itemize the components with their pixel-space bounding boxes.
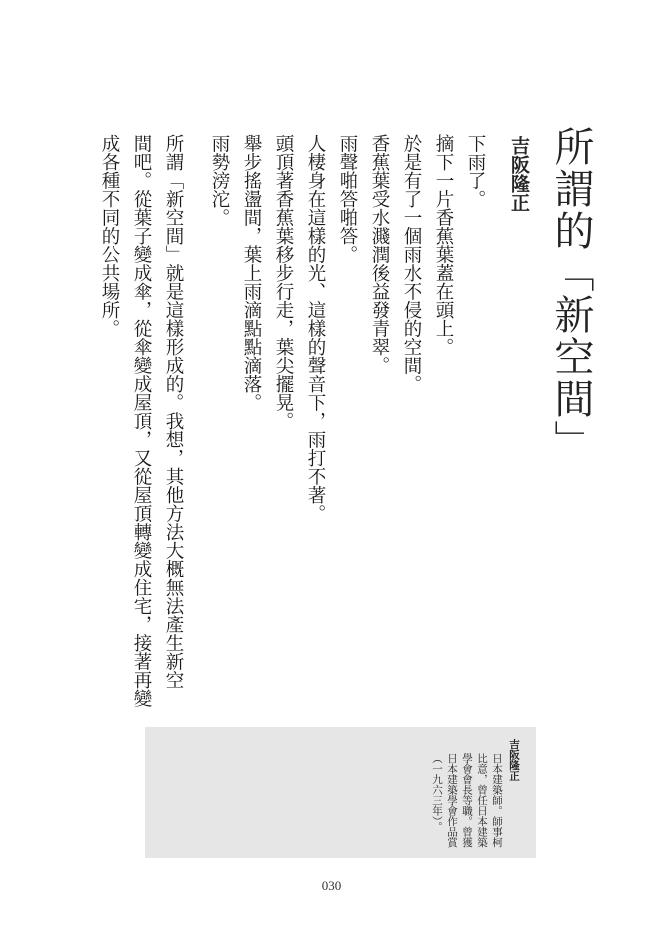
note-line: 學會會長等職。曾獲 [461, 753, 473, 848]
note-author-name: 吉阪隆正 [508, 739, 520, 781]
prose-line: 所謂「新空間」就是這樣形成的。我想，其他方法大概無法產生新空 [163, 134, 184, 689]
prose-line: 間吧。從葉子變成傘，從傘變成屋頂，又從屋頂轉變成住宅，接著再變 [131, 134, 152, 708]
note-line: 比意，曾任日本建築 [476, 753, 488, 848]
page-number: 030 [321, 878, 342, 893]
note-line: 日本建築學會作品賞 [446, 753, 458, 848]
author-note-box [145, 727, 536, 858]
poem-line: 人棲身在這樣的光、這樣的聲音下，雨打不著。 [305, 134, 326, 523]
author-name: 吉阪隆正 [508, 136, 530, 212]
poem-line: 頭頂著香蕉葉移步行走，葉尖擺晃。 [273, 134, 294, 430]
note-line: 日本建築師。師事柯 [491, 753, 503, 848]
poem-line: 香蕉葉受水濺潤後益發青翠。 [369, 134, 390, 375]
poem-line: 雨聲啪答啪答。 [337, 134, 358, 264]
note-line: （一九六三年）。 [431, 753, 443, 832]
prose-line: 成各種不同的公共場所。 [99, 134, 120, 338]
page-title: 所謂的「新空間」 [548, 126, 594, 462]
poem-line: 舉步搖盪間，葉上雨滴點點滴落。 [241, 134, 262, 412]
poem-line: 雨勢滂沱。 [209, 134, 230, 227]
poem-line: 於是有了一個雨水不侵的空間。 [401, 134, 422, 393]
poem-line: 下雨了。 [465, 134, 486, 208]
poem-line: 摘下一片香蕉葉蓋在頭上。 [433, 134, 454, 356]
